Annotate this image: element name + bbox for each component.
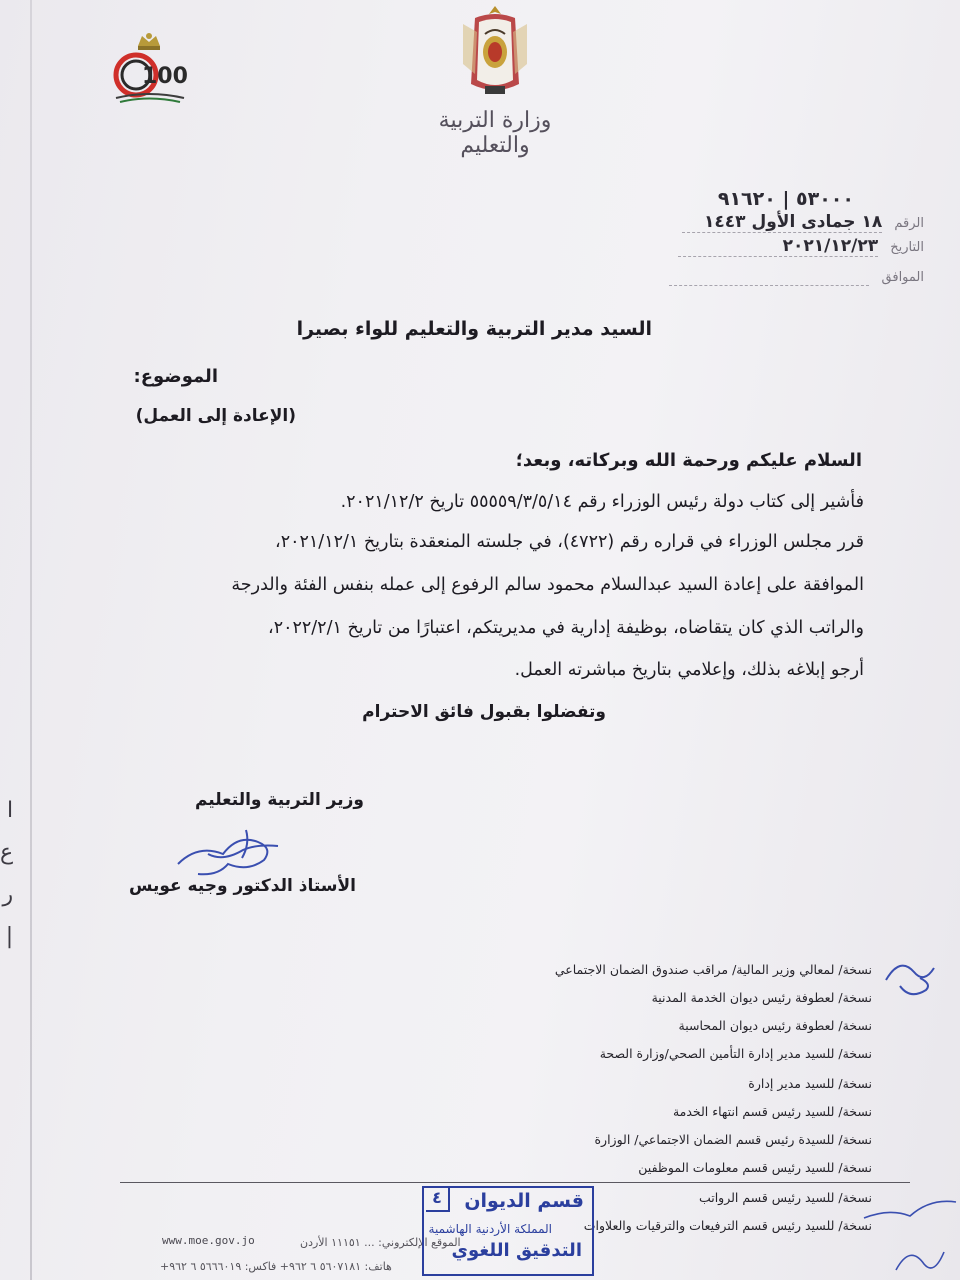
copy-recipient: نسخة/ للسيد رئيس قسم معلومات الموظفين: [638, 1160, 872, 1175]
copy-recipient: نسخة/ للسيد رئيس قسم الرواتب: [698, 1190, 872, 1205]
hijri-date: ١٨ جمادى الأول ١٤٤٣: [682, 212, 882, 233]
bottom-scribble: [860, 1188, 960, 1238]
footer-address: الموقع الإلكتروني: ... ١١١٥١ الأردن: [300, 1236, 461, 1249]
handwritten-signature: [168, 824, 288, 884]
stamp-number: ٤: [426, 1188, 450, 1212]
corresponding-value: [669, 270, 869, 286]
reference-label: الرقم: [894, 216, 924, 231]
review-stamp: [422, 1186, 594, 1276]
copy-recipient: نسخة/ للسيد مدير إدارة: [748, 1076, 872, 1091]
addressee: السيد مدير التربية والتعليم للواء بصيرا: [296, 318, 652, 340]
subject-label: الموضوع:: [133, 366, 218, 387]
subject: (الإعادة إلى العمل): [135, 406, 296, 426]
svg-text:100: [142, 64, 188, 89]
closing-phrase: وتفضلوا بقبول فائق الاحترام: [362, 702, 606, 722]
stamp-check: التدقيق اللغوي: [451, 1240, 582, 1261]
body-line: أرجو إبلاغه بذلك، وإعلامي بتاريخ مباشرته العمل.: [514, 660, 864, 680]
copy-recipient: نسخة/ للسيد مدير إدارة التأمين الصحي/وزارة الصحة: [599, 1046, 872, 1061]
greeting: السلام عليكم ورحمة الله وبركاته، وبعد؛: [515, 450, 862, 471]
footer-website: www.moe.gov.jo: [162, 1234, 255, 1247]
reference-row: [682, 212, 924, 233]
reference-number: ٥٣٠٠٠ | ٩١٦٢٠: [717, 188, 854, 210]
corresponding-label: الموافق: [881, 270, 924, 285]
copy-recipient: نسخة/ لعطوفة رئيس ديوان الخدمة المدنية: [651, 990, 872, 1005]
footer-phone: هاتف: ٥٦٠٧١٨١ ٦ ٩٦٢+ فاكس: ٥٦٦٦٠١٩ ٦ ٩٦٢+: [160, 1260, 392, 1273]
gregorian-date: ٢٠٢١/١٢/٢٣: [678, 236, 878, 257]
stamp-department: قسم الديوان: [464, 1190, 584, 1212]
copy-recipient: نسخة/ للسيد رئيس قسم انتهاء الخدمة: [672, 1104, 872, 1119]
jordan-coat-of-arms: [455, 4, 535, 100]
footer-rule: [120, 1182, 910, 1183]
initials-mark: [880, 950, 940, 1005]
signer-title: وزير التربية والتعليم: [194, 790, 364, 810]
edge-text-fragments: ا ع ر |: [0, 798, 14, 949]
centennial-number: 100: [142, 64, 188, 89]
body-line: فأشير إلى كتاب دولة رئيس الوزراء رقم ٥٥٥٥٩/٣/٥/١٤ تاريخ ٢٠٢١/١٢/٢.: [340, 492, 864, 512]
body-line: والراتب الذي كان يتقاضاه، بوظيفة إدارية في مديريتكم، اعتبارًا من تاريخ ٢٠٢٢/٢/١،: [268, 618, 864, 638]
date-label: التاريخ: [890, 240, 924, 255]
copy-recipient: نسخة/ لعطوفة رئيس ديوان المحاسبة: [678, 1018, 872, 1033]
signer-name: الأستاذ الدكتور وجيه عويس: [128, 876, 356, 896]
copy-recipient: نسخة/ لمعالي وزير المالية/ مراقب صندوق الضمان الاجتماعي: [554, 962, 872, 977]
reference-number-row: [718, 188, 924, 210]
date-row: [678, 236, 924, 257]
stamp-kingdom: المملكة الأردنية الهاشمية: [428, 1222, 552, 1236]
corresponding-row: [669, 270, 924, 286]
copy-recipient: نسخة/ للسيدة رئيس قسم الضمان الاجتماعي/ الوزارة: [594, 1132, 872, 1147]
ministry-logo-text: وزارة التربية والتعليم: [438, 108, 552, 158]
bottom-scribble: [890, 1240, 950, 1280]
page-fold-shadow: [30, 0, 32, 1280]
body-line: قرر مجلس الوزراء في قراره رقم (٤٧٢٢)، في جلسته المنعقدة بتاريخ ٢٠٢١/١٢/١،: [275, 532, 864, 552]
centennial-logo: [108, 28, 190, 108]
copy-recipient: نسخة/ للسيد رئيس قسم الترفيعات والترقيات والعلاوات: [583, 1218, 872, 1233]
body-line: الموافقة على إعادة السيد عبدالسلام محمود سالم الرفوع إلى عمله بنفس الفئة والدرجة: [231, 575, 864, 595]
